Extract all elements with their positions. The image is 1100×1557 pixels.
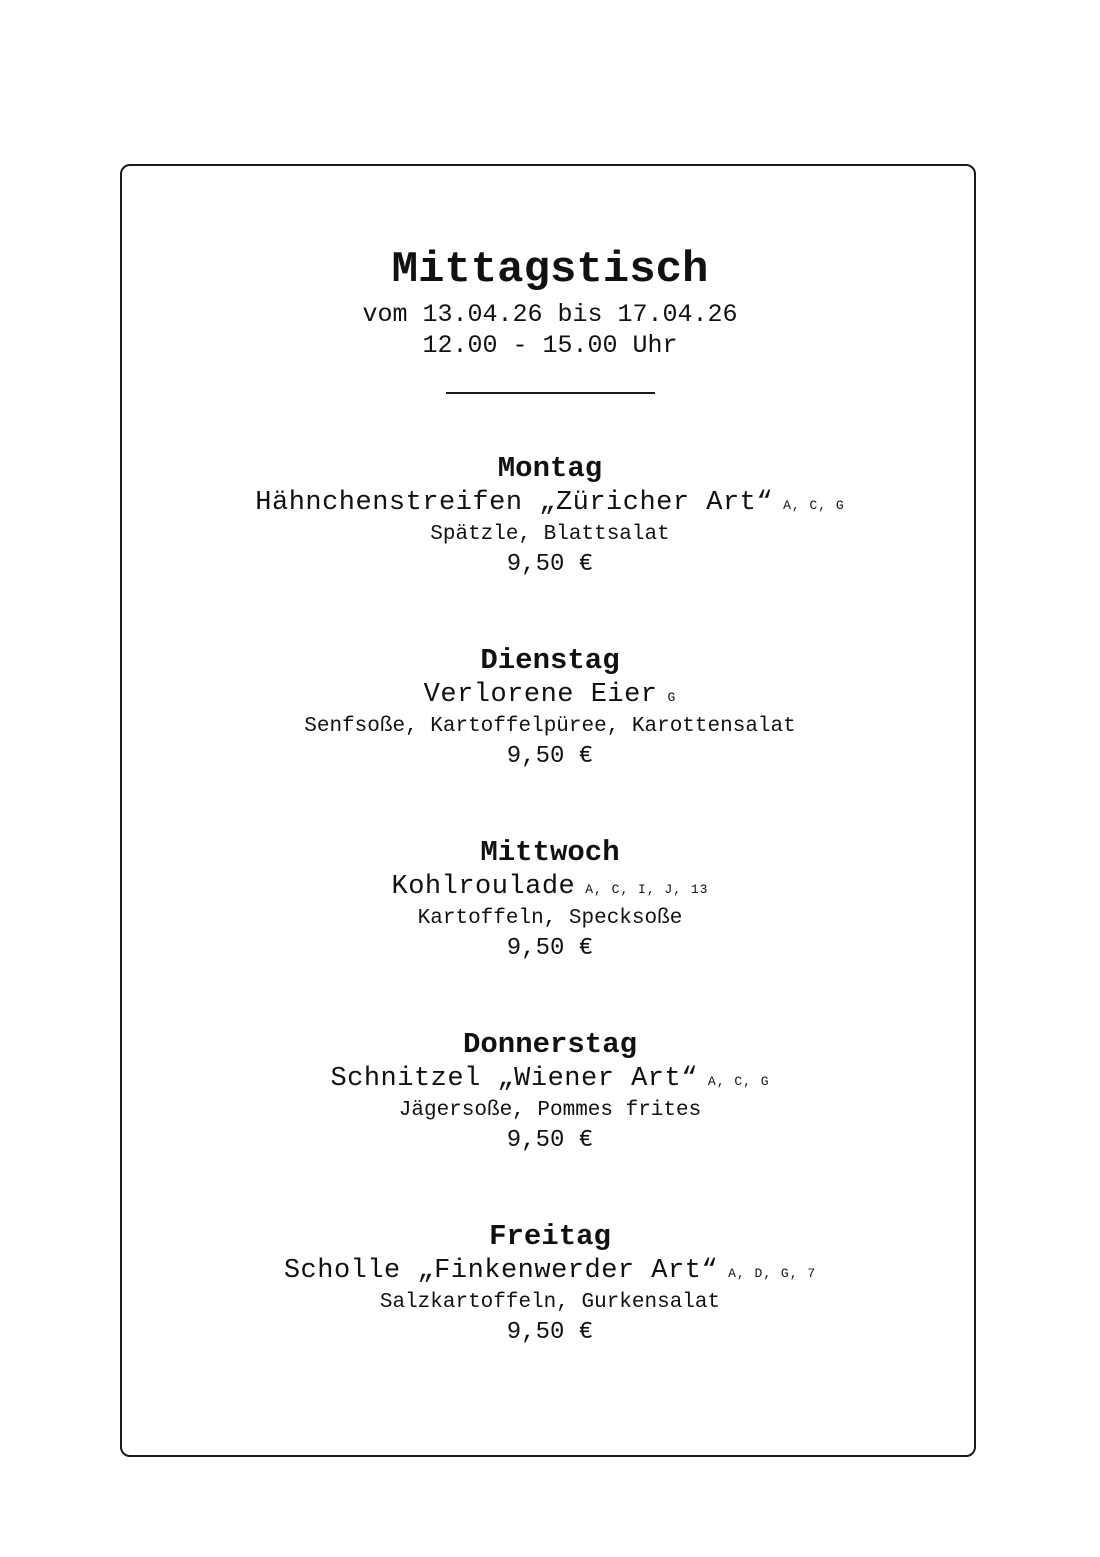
side-dishes: Spätzle, Blattsalat — [430, 523, 670, 546]
dish-name: Verlorene Eier — [423, 680, 658, 710]
day-name: Montag — [497, 452, 603, 485]
dish-name: Hähnchenstreifen „Züricher Art“ — [255, 488, 774, 518]
side-dishes: Kartoffeln, Specksoße — [417, 907, 683, 930]
page-title: Mittagstisch — [391, 245, 709, 295]
side-dishes: Jägersoße, Pommes frites — [398, 1099, 702, 1122]
opening-hours: 12.00 - 15.00 Uhr — [422, 331, 678, 360]
allergen-codes: G — [667, 690, 677, 705]
price: 9,50 € — [506, 1127, 594, 1154]
price: 9,50 € — [506, 743, 594, 770]
day-section-wednesday — [0, 835, 1100, 964]
dish-line — [0, 871, 1100, 904]
dish-name: Kohlroulade — [391, 872, 576, 902]
allergen-codes: A, C, G — [783, 498, 845, 513]
day-name: Mittwoch — [480, 836, 620, 869]
price: 9,50 € — [506, 935, 594, 962]
day-name: Freitag — [489, 1220, 611, 1253]
dish-line — [0, 487, 1100, 520]
dish-line — [0, 679, 1100, 712]
day-section-friday — [0, 1219, 1100, 1348]
title-divider — [446, 392, 655, 394]
dish-name: Scholle „Finkenwerder Art“ — [283, 1256, 719, 1286]
dish-line — [0, 1063, 1100, 1096]
day-section-thursday — [0, 1027, 1100, 1156]
day-name: Dienstag — [480, 644, 620, 677]
allergen-codes: A, C, G — [707, 1074, 770, 1089]
date-range: vom 13.04.26 bis 17.04.26 — [362, 300, 738, 329]
side-dishes: Salzkartoffeln, Gurkensalat — [379, 1291, 721, 1314]
side-dishes: Senfsoße, Kartoffelpüree, Karottensalat — [304, 715, 796, 738]
day-name: Donnerstag — [462, 1028, 638, 1061]
allergen-codes: A, C, I, J, 13 — [585, 882, 709, 897]
price: 9,50 € — [506, 551, 594, 578]
dish-name: Schnitzel „Wiener Art“ — [330, 1064, 698, 1094]
allergen-codes: A, D, G, 7 — [728, 1266, 817, 1281]
price: 9,50 € — [506, 1319, 594, 1346]
dish-line — [0, 1255, 1100, 1288]
day-section-monday — [0, 451, 1100, 580]
day-section-tuesday — [0, 643, 1100, 772]
